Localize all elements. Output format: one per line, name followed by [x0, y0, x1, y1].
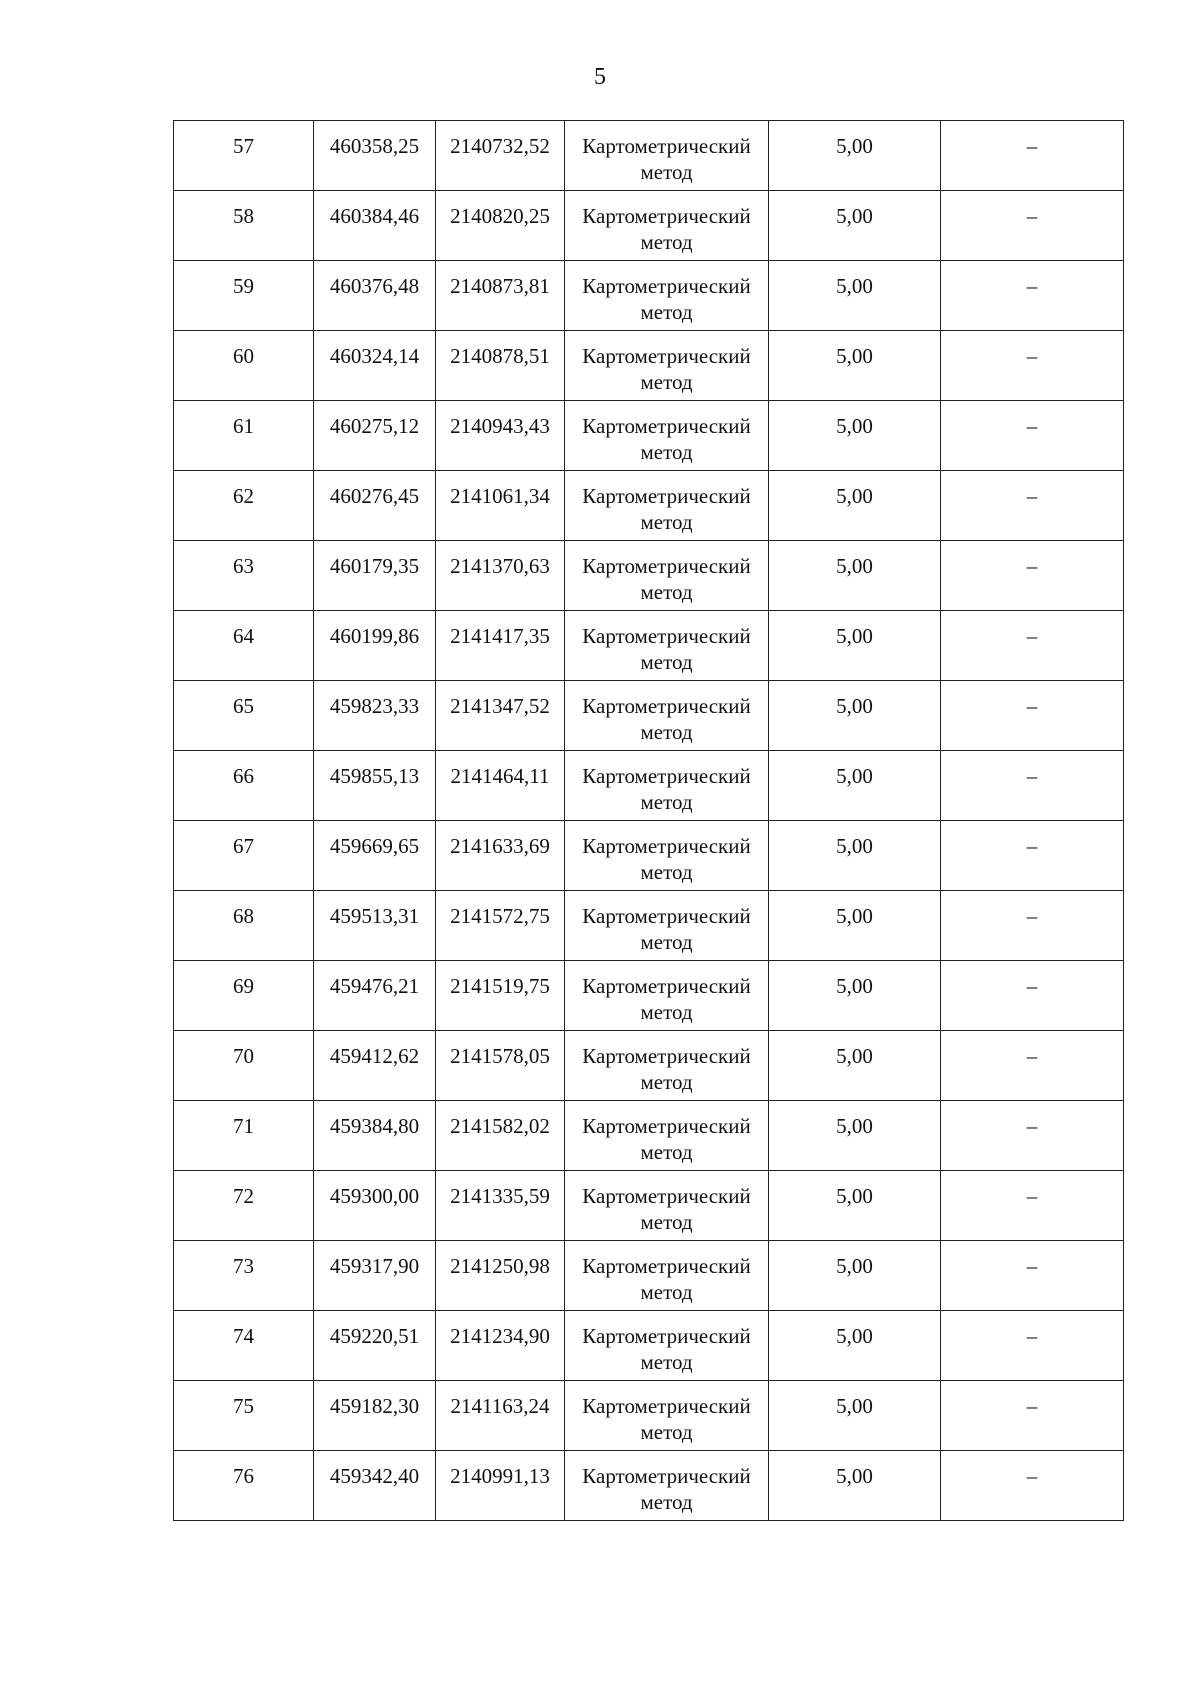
cell-description: – — [941, 401, 1124, 471]
cell-accuracy: 5,00 — [769, 1101, 941, 1171]
cell-description: – — [941, 1381, 1124, 1451]
cell-method — [565, 261, 769, 331]
method-line-2: метод — [640, 1490, 693, 1514]
cell-accuracy: 5,00 — [769, 1241, 941, 1311]
cell-description: – — [941, 191, 1124, 261]
table-row — [174, 1171, 1124, 1241]
page-number: 5 — [594, 64, 606, 90]
cell-coordinate-y: 2140873,81 — [436, 261, 565, 331]
table-row — [174, 1031, 1124, 1101]
cell-accuracy: 5,00 — [769, 1171, 941, 1241]
cell-coordinate-x: 460179,35 — [314, 541, 436, 611]
table-row — [174, 821, 1124, 891]
method-line-1: Картометрический — [582, 484, 751, 508]
cell-description: – — [941, 751, 1124, 821]
method-line-2: метод — [640, 230, 693, 254]
method-line-1: Картометрический — [582, 834, 751, 858]
cell-point-number: 71 — [174, 1101, 314, 1171]
method-line-1: Картометрический — [582, 1184, 751, 1208]
cell-point-number: 68 — [174, 891, 314, 961]
cell-point-number: 72 — [174, 1171, 314, 1241]
cell-coordinate-x: 459669,65 — [314, 821, 436, 891]
cell-coordinate-y: 2141335,59 — [436, 1171, 565, 1241]
method-line-2: метод — [640, 370, 693, 394]
cell-method — [565, 471, 769, 541]
cell-coordinate-y: 2140820,25 — [436, 191, 565, 261]
cell-description: – — [941, 891, 1124, 961]
cell-point-number: 74 — [174, 1311, 314, 1381]
cell-coordinate-y: 2140943,43 — [436, 401, 565, 471]
cell-method — [565, 1031, 769, 1101]
cell-point-number: 62 — [174, 471, 314, 541]
table-row — [174, 1451, 1124, 1521]
cell-coordinate-x: 460324,14 — [314, 331, 436, 401]
cell-method — [565, 401, 769, 471]
cell-method — [565, 121, 769, 191]
cell-method — [565, 751, 769, 821]
method-line-1: Картометрический — [582, 1114, 751, 1138]
cell-coordinate-x: 460384,46 — [314, 191, 436, 261]
cell-point-number: 57 — [174, 121, 314, 191]
cell-description: – — [941, 681, 1124, 751]
cell-description: – — [941, 1311, 1124, 1381]
cell-description: – — [941, 611, 1124, 681]
cell-accuracy: 5,00 — [769, 1031, 941, 1101]
method-line-1: Картометрический — [582, 414, 751, 438]
method-line-2: метод — [640, 1420, 693, 1444]
method-line-2: метод — [640, 1000, 693, 1024]
cell-method — [565, 331, 769, 401]
method-line-2: метод — [640, 1070, 693, 1094]
cell-method — [565, 191, 769, 261]
cell-point-number: 67 — [174, 821, 314, 891]
method-line-2: метод — [640, 930, 693, 954]
method-line-2: метод — [640, 1350, 693, 1374]
method-line-1: Картометрический — [582, 624, 751, 648]
method-line-1: Картометрический — [582, 1254, 751, 1278]
method-line-1: Картометрический — [582, 904, 751, 928]
table-row — [174, 541, 1124, 611]
table-row — [174, 1381, 1124, 1451]
cell-point-number: 75 — [174, 1381, 314, 1451]
method-line-1: Картометрический — [582, 694, 751, 718]
cell-coordinate-x: 459513,31 — [314, 891, 436, 961]
method-line-2: метод — [640, 1280, 693, 1304]
method-line-1: Картометрический — [582, 274, 751, 298]
cell-method — [565, 1311, 769, 1381]
cell-point-number: 76 — [174, 1451, 314, 1521]
cell-accuracy: 5,00 — [769, 961, 941, 1031]
cell-coordinate-y: 2141578,05 — [436, 1031, 565, 1101]
cell-accuracy: 5,00 — [769, 1451, 941, 1521]
cell-description: – — [941, 471, 1124, 541]
table-row — [174, 121, 1124, 191]
cell-accuracy: 5,00 — [769, 1381, 941, 1451]
cell-coordinate-x: 460376,48 — [314, 261, 436, 331]
cell-point-number: 63 — [174, 541, 314, 611]
method-line-2: метод — [640, 1210, 693, 1234]
cell-point-number: 69 — [174, 961, 314, 1031]
cell-coordinate-x: 459342,40 — [314, 1451, 436, 1521]
table-row — [174, 891, 1124, 961]
cell-point-number: 64 — [174, 611, 314, 681]
cell-method — [565, 541, 769, 611]
cell-accuracy: 5,00 — [769, 681, 941, 751]
cell-coordinate-y: 2140878,51 — [436, 331, 565, 401]
cell-method — [565, 681, 769, 751]
method-line-1: Картометрический — [582, 1324, 751, 1348]
cell-coordinate-x: 459855,13 — [314, 751, 436, 821]
method-line-2: метод — [640, 650, 693, 674]
method-line-1: Картометрический — [582, 974, 751, 998]
cell-accuracy: 5,00 — [769, 261, 941, 331]
cell-accuracy: 5,00 — [769, 611, 941, 681]
table-row — [174, 261, 1124, 331]
method-line-1: Картометрический — [582, 1464, 751, 1488]
cell-coordinate-x: 459476,21 — [314, 961, 436, 1031]
method-line-1: Картометрический — [582, 134, 751, 158]
cell-description: – — [941, 821, 1124, 891]
coordinates-table-body — [174, 121, 1124, 1521]
method-line-2: метод — [640, 160, 693, 184]
cell-method — [565, 961, 769, 1031]
cell-accuracy: 5,00 — [769, 331, 941, 401]
cell-description: – — [941, 961, 1124, 1031]
cell-coordinate-y: 2141572,75 — [436, 891, 565, 961]
method-line-2: метод — [640, 510, 693, 534]
method-line-2: метод — [640, 790, 693, 814]
cell-description: – — [941, 1101, 1124, 1171]
method-line-2: метод — [640, 860, 693, 884]
cell-point-number: 66 — [174, 751, 314, 821]
cell-coordinate-x: 459412,62 — [314, 1031, 436, 1101]
cell-coordinate-y: 2141163,24 — [436, 1381, 565, 1451]
cell-accuracy: 5,00 — [769, 1311, 941, 1381]
cell-coordinate-y: 2141417,35 — [436, 611, 565, 681]
cell-point-number: 58 — [174, 191, 314, 261]
cell-description: – — [941, 331, 1124, 401]
cell-point-number: 70 — [174, 1031, 314, 1101]
cell-accuracy: 5,00 — [769, 541, 941, 611]
cell-point-number: 73 — [174, 1241, 314, 1311]
cell-method — [565, 1381, 769, 1451]
cell-description: – — [941, 1171, 1124, 1241]
cell-coordinate-y: 2141250,98 — [436, 1241, 565, 1311]
cell-accuracy: 5,00 — [769, 891, 941, 961]
cell-method — [565, 1101, 769, 1171]
method-line-2: метод — [640, 580, 693, 604]
cell-method — [565, 1451, 769, 1521]
table-row — [174, 331, 1124, 401]
cell-accuracy: 5,00 — [769, 751, 941, 821]
method-line-1: Картометрический — [582, 344, 751, 368]
method-line-1: Картометрический — [582, 204, 751, 228]
method-line-2: метод — [640, 440, 693, 464]
cell-coordinate-y: 2141234,90 — [436, 1311, 565, 1381]
table-row — [174, 471, 1124, 541]
table-row — [174, 1311, 1124, 1381]
table-row — [174, 751, 1124, 821]
method-line-2: метод — [640, 1140, 693, 1164]
cell-accuracy: 5,00 — [769, 821, 941, 891]
cell-coordinate-x: 460276,45 — [314, 471, 436, 541]
table-row — [174, 681, 1124, 751]
cell-coordinate-x: 459317,90 — [314, 1241, 436, 1311]
cell-coordinate-y: 2141347,52 — [436, 681, 565, 751]
cell-coordinate-x: 459384,80 — [314, 1101, 436, 1171]
method-line-1: Картометрический — [582, 764, 751, 788]
cell-coordinate-x: 460358,25 — [314, 121, 436, 191]
cell-point-number: 59 — [174, 261, 314, 331]
table-row — [174, 1241, 1124, 1311]
cell-coordinate-y: 2141061,34 — [436, 471, 565, 541]
cell-coordinate-x: 460199,86 — [314, 611, 436, 681]
cell-coordinate-x: 459823,33 — [314, 681, 436, 751]
table-row — [174, 191, 1124, 261]
cell-coordinate-x: 459220,51 — [314, 1311, 436, 1381]
cell-method — [565, 821, 769, 891]
cell-description: – — [941, 121, 1124, 191]
cell-accuracy: 5,00 — [769, 191, 941, 261]
cell-coordinate-x: 459182,30 — [314, 1381, 436, 1451]
cell-method — [565, 611, 769, 681]
method-line-2: метод — [640, 300, 693, 324]
cell-coordinate-y: 2141370,63 — [436, 541, 565, 611]
table-row — [174, 611, 1124, 681]
cell-description: – — [941, 1241, 1124, 1311]
cell-coordinate-x: 459300,00 — [314, 1171, 436, 1241]
method-line-2: метод — [640, 720, 693, 744]
method-line-1: Картометрический — [582, 554, 751, 578]
cell-point-number: 61 — [174, 401, 314, 471]
cell-description: – — [941, 1451, 1124, 1521]
table-row — [174, 401, 1124, 471]
cell-method — [565, 1241, 769, 1311]
cell-coordinate-y: 2141582,02 — [436, 1101, 565, 1171]
cell-coordinate-x: 460275,12 — [314, 401, 436, 471]
method-line-1: Картометрический — [582, 1044, 751, 1068]
cell-coordinate-y: 2141464,11 — [436, 751, 565, 821]
cell-accuracy: 5,00 — [769, 401, 941, 471]
table-row — [174, 1101, 1124, 1171]
cell-description: – — [941, 261, 1124, 331]
cell-coordinate-y: 2141633,69 — [436, 821, 565, 891]
cell-method — [565, 891, 769, 961]
coordinates-table — [173, 120, 1124, 1521]
cell-method — [565, 1171, 769, 1241]
cell-coordinate-y: 2141519,75 — [436, 961, 565, 1031]
cell-accuracy: 5,00 — [769, 471, 941, 541]
cell-accuracy: 5,00 — [769, 121, 941, 191]
cell-point-number: 65 — [174, 681, 314, 751]
table-row — [174, 961, 1124, 1031]
cell-point-number: 60 — [174, 331, 314, 401]
cell-coordinate-y: 2140732,52 — [436, 121, 565, 191]
cell-coordinate-y: 2140991,13 — [436, 1451, 565, 1521]
cell-description: – — [941, 541, 1124, 611]
method-line-1: Картометрический — [582, 1394, 751, 1418]
cell-description: – — [941, 1031, 1124, 1101]
